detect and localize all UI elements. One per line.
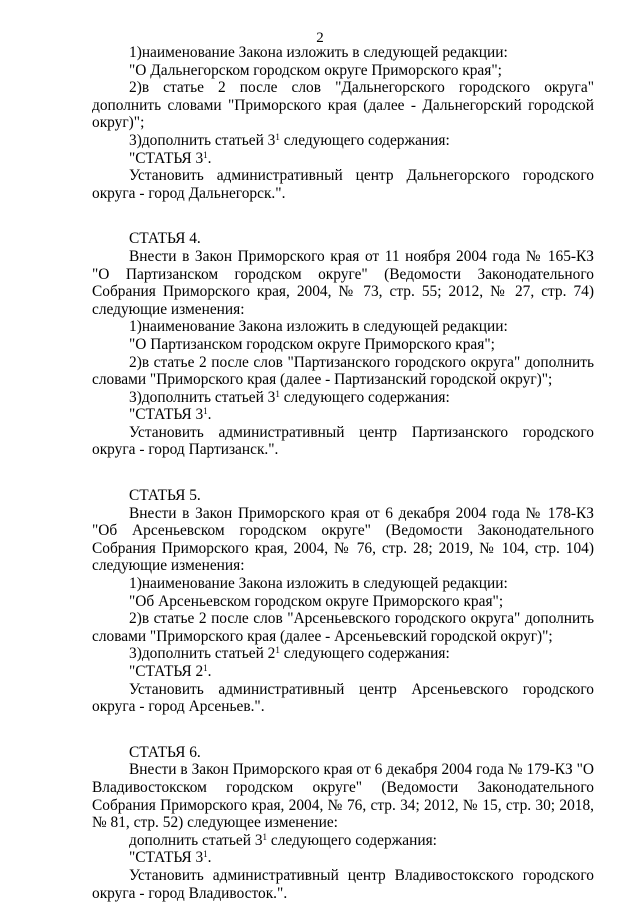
article-6-item [92, 832, 594, 850]
new-article-title-tail: . [207, 149, 212, 167]
superscript: 1 [203, 663, 208, 673]
article-4-item-1: 1)наименование Закона изложить в следующей редакции: [129, 318, 508, 336]
new-article-title-text: "СТАТЬЯ 3 [129, 149, 204, 167]
superscript: 1 [203, 149, 208, 160]
article-6-new-title [92, 849, 594, 867]
superscript: 1 [262, 831, 268, 842]
spacer [92, 716, 594, 744]
article-5-item-3-text: 3)дополнить статьей 2 [129, 645, 276, 663]
article-4-new-title-text: "СТАТЬЯ 3 [129, 406, 204, 424]
article-6-new-text: Установить административный центр Владивостокского городского округа - город Владивосток.". [92, 866, 594, 902]
article-5-item-2: 2)в статье 2 после слов "Арсеньевского городского округа" дополнить словами "Приморского края (далее - Арсеньевский городской округ)"; [92, 610, 594, 645]
article-6-heading: СТАТЬЯ 6. [129, 743, 201, 761]
article-4-item-2: 2)в статье 2 после слов "Партизанского городского округа" дополнить словами "Приморского края (далее - Партизанский городской округ)"; [92, 353, 594, 389]
article-6-new-title-text: "СТАТЬЯ 3 [129, 849, 204, 867]
item-3-text: 3)дополнить статьей 3 [129, 131, 276, 149]
article-6-item-tail: следующего содержания: [267, 831, 437, 849]
article-4-item-3 [92, 389, 594, 407]
item-2: 2)в статье 2 после слов "Дальнегорского городского округа" дополнить словами "Приморского края (далее - Дальнегорский городской округ)"; [92, 79, 594, 132]
superscript: 1 [203, 849, 208, 860]
article-4-new-title [92, 406, 594, 424]
article-6-item-text: дополнить статьей 3 [129, 831, 263, 849]
new-article-title [92, 150, 594, 168]
superscript: 1 [275, 388, 280, 399]
article-4-new-text: Установить административный центр Партизанского городского округа - город Партизанск.". [92, 423, 594, 459]
article-4-heading: СТАТЬЯ 4. [129, 230, 201, 248]
item-3-tail: следующего содержания: [279, 131, 450, 149]
article-5-item-1-text: "Об Арсеньевском городском округе Приморского края"; [129, 592, 504, 610]
article-4-item-3-tail: следующего содержания: [279, 388, 450, 406]
document-body [92, 44, 594, 902]
spacer [92, 202, 594, 230]
article-5-item-3-tail: следующего содержания: [279, 645, 450, 663]
page-number: 2 [316, 30, 324, 46]
new-article-text: Установить административный центр Дальнегорского городского округа - город Дальнегорск.". [92, 167, 594, 202]
spacer [92, 459, 594, 487]
article-6-intro: Внести в Закон Приморского края от 6 декабря 2004 года № 179-КЗ "О Владивостокском городском округе" (Ведомости Законодательного Собрания Приморского края, 2004, № 76, стр. 34; 2012, № 15, стр. 30; 2018, № 81, стр. 52) следующее изменение: [92, 761, 594, 832]
article-5-item-3 [92, 645, 594, 663]
article-5-new-title [92, 663, 594, 681]
item-3 [92, 132, 594, 150]
superscript: 1 [275, 645, 280, 656]
item-1: 1)наименование Закона изложить в следующей редакции: [129, 44, 508, 61]
article-5-new-title-text: "СТАТЬЯ 2 [129, 663, 204, 680]
article-4-item-1-text: "О Партизанском городском округе Приморского края"; [129, 335, 495, 353]
article-5-new-title-tail: . [207, 663, 212, 680]
article-5-new-text: Установить административный центр Арсеньевского городского округа - город Арсеньев.". [92, 680, 594, 716]
article-4-intro: Внести в Закон Приморского края от 11 ноября 2004 года № 165-КЗ "О Партизанском городском округе" (Ведомости Законодательного Собрания Приморского края, 2004, № 73, стр. 55; 2012, № 27, стр. 74) следующие изменения: [92, 247, 594, 318]
article-5-intro: Внести в Закон Приморского края от 6 декабря 2004 года № 178-КЗ "Об Арсеньевском городском округе" (Ведомости Законодательного Собрания Приморского края, 2004, № 76, стр. 28; 2019, № 104, стр. 104) следующие изменения: [92, 504, 594, 575]
article-4-item-3-text: 3)дополнить статьей 3 [129, 388, 276, 406]
article-5-item-1: 1)наименование Закона изложить в следующей редакции: [129, 575, 508, 593]
item-1-text: "О Дальнегорском городском округе Приморского края"; [129, 61, 502, 79]
article-5-heading: СТАТЬЯ 5. [129, 487, 201, 505]
superscript: 1 [203, 406, 208, 417]
article-4-new-title-tail: . [207, 406, 212, 424]
article-6-new-title-tail: . [207, 849, 212, 867]
superscript: 1 [275, 131, 280, 142]
